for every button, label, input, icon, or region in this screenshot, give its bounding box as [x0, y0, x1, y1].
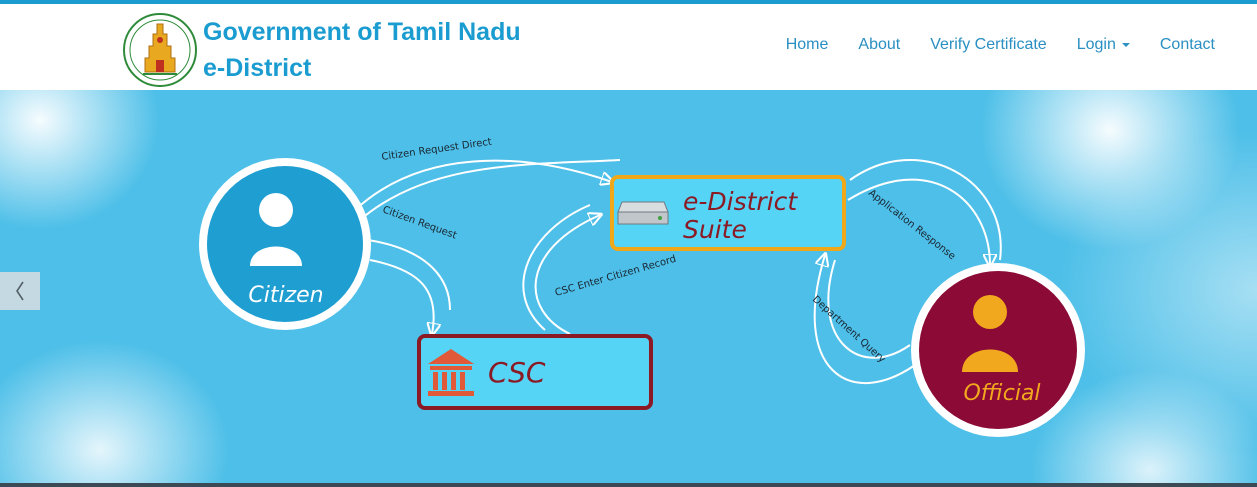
label-citizen-request: Citizen Request	[380, 204, 459, 242]
brand-title[interactable]	[203, 14, 521, 86]
brand-title-line2: e-District	[203, 54, 312, 82]
citizen-label: Citizen	[248, 283, 324, 308]
official-label: Official	[963, 381, 1041, 406]
csc-node	[419, 336, 651, 408]
chevron-down-icon	[1122, 43, 1130, 47]
main-nav	[786, 36, 1215, 54]
nav-contact[interactable]	[1160, 36, 1215, 54]
arrow-citizen-to-csc	[370, 260, 434, 334]
nav-home[interactable]	[786, 36, 829, 54]
edistrict-workflow-diagram	[0, 90, 1257, 483]
suite-label-line1: e-District	[683, 187, 798, 216]
label-citizen-request-direct: Citizen Request Direct	[380, 136, 493, 163]
chevron-left-icon	[13, 279, 27, 303]
label-csc-enter-record: CSC Enter Citizen Record	[553, 253, 678, 299]
nav-verify-certificate-label: Verify Certificate	[930, 36, 1047, 53]
nav-login-label: Login	[1076, 36, 1116, 53]
nav-contact-label: Contact	[1159, 36, 1215, 53]
nav-about[interactable]	[858, 36, 900, 54]
server-icon	[618, 202, 668, 224]
suite-label-line2: Suite	[683, 215, 747, 244]
site-header	[0, 4, 1257, 90]
edistrict-suite-node	[612, 177, 844, 249]
arrow-csc-to-suite	[536, 215, 600, 334]
hero-carousel	[0, 90, 1257, 483]
label-application-response: Application Response	[866, 187, 958, 263]
brand-title-line1: Government of Tamil Nadu	[203, 18, 521, 46]
nav-verify-certificate[interactable]	[930, 36, 1046, 54]
tamil-nadu-emblem-icon[interactable]	[123, 10, 197, 90]
nav-home-label: Home	[785, 36, 829, 53]
footer-edge	[0, 483, 1257, 487]
nav-login-dropdown[interactable]	[1077, 36, 1130, 54]
citizen-node	[199, 158, 371, 330]
arrow-citizen-direct	[355, 161, 612, 210]
csc-label: CSC	[488, 356, 546, 389]
label-department-query: Department Query	[809, 294, 888, 366]
nav-about-label: About	[858, 36, 901, 53]
carousel-prev-button[interactable]	[0, 272, 40, 310]
official-node	[911, 263, 1085, 437]
